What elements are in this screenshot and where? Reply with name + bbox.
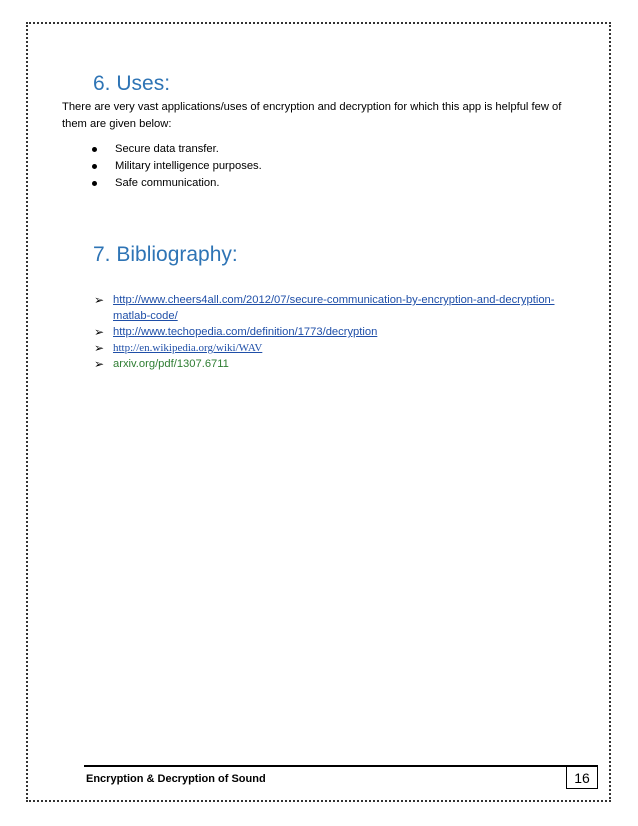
uses-list <box>90 141 262 192</box>
list-item: Secure data transfer. <box>90 141 262 158</box>
page-number: 16 <box>566 766 598 789</box>
arrow-bullet-icon: ➢ <box>94 357 105 371</box>
bibliography-heading: 7. Bibliography: <box>93 243 238 266</box>
list-item <box>94 324 564 340</box>
uses-heading: 6. Uses: <box>93 72 171 95</box>
bibliography-link-arxiv[interactable]: arxiv.org/pdf/1307.6711 <box>113 358 229 370</box>
list-item: Military intelligence purposes. <box>90 158 262 175</box>
bibliography-link-wikipedia[interactable]: http://en.wikipedia.org/wiki/WAV <box>113 342 263 354</box>
uses-intro-text: There are very vast applications/uses of encryption and decryption for which this app is helpful few of them are given below: <box>62 101 562 130</box>
list-item <box>94 356 564 372</box>
arrow-bullet-icon: ➢ <box>94 325 105 339</box>
list-item <box>94 340 564 356</box>
bibliography-link-cheers4all[interactable]: http://www.cheers4all.com/2012/07/secure-communication-by-encryption-and-decryption-matlab-code/ <box>113 294 555 322</box>
footer-divider <box>84 765 598 767</box>
arrow-bullet-icon: ➢ <box>94 293 105 307</box>
page-border <box>26 22 611 802</box>
list-item: Safe communication. <box>90 175 262 192</box>
list-item <box>94 292 564 324</box>
footer-title: Encryption & Decryption of Sound <box>86 773 266 785</box>
arrow-bullet-icon: ➢ <box>94 341 105 355</box>
bibliography-list <box>94 292 564 372</box>
bibliography-link-techopedia[interactable]: http://www.techopedia.com/definition/1773/decryption <box>113 326 378 338</box>
